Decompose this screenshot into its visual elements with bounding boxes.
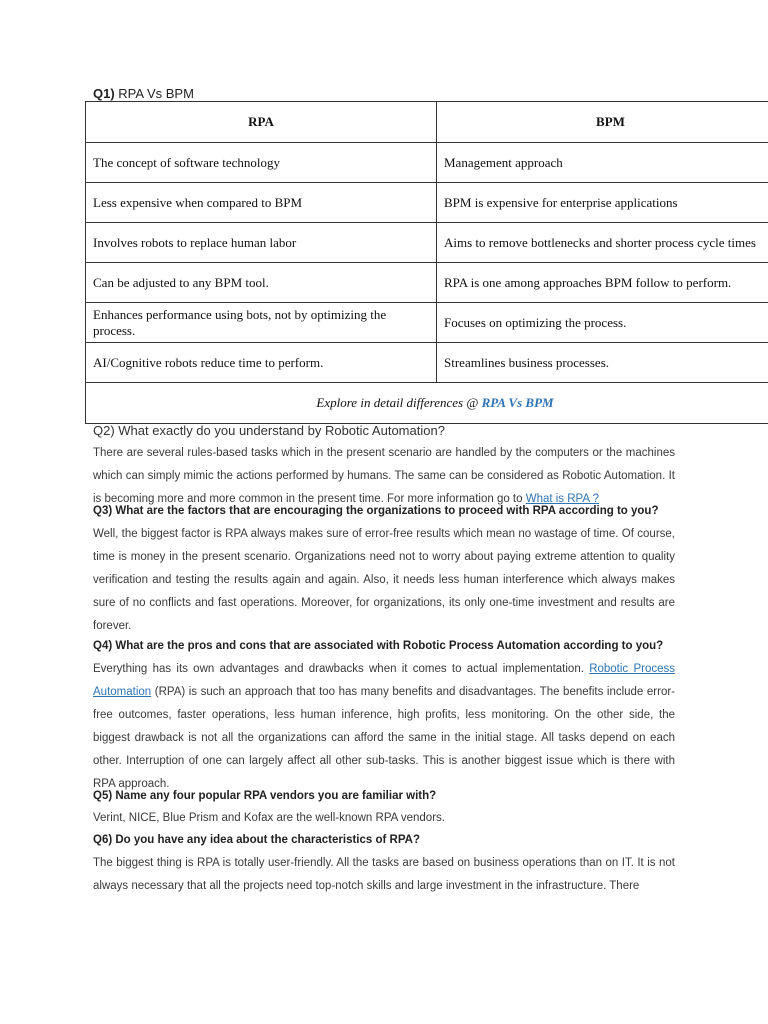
q6-answer: The biggest thing is RPA is totally user-friendly. All the tasks are based on business operations than on IT. It is not always necessary that all the projects need top-notch skills and large investment in the infrastructure. There (93, 857, 675, 892)
q1-heading (93, 86, 194, 101)
header-bpm: BPM (437, 102, 768, 143)
rpa-vs-bpm-link[interactable]: RPA Vs BPM (481, 395, 554, 410)
explore-row (86, 383, 768, 424)
q4-answer (93, 658, 675, 796)
q6-question: Q6) Do you have any idea about the characteristics of RPA? (93, 834, 420, 846)
q5-question: Q5) Name any four popular RPA vendors you are familiar with? (93, 790, 437, 802)
header-rpa: RPA (86, 102, 437, 143)
table-row (86, 343, 768, 383)
table-row (86, 143, 768, 183)
q2-answer (93, 442, 675, 511)
q2-question: Q2) What exactly do you understand by Robotic Automation? (93, 423, 445, 438)
q1-title: RPA Vs BPM (114, 86, 194, 101)
q2-answer-text: There are several rules-based tasks which in the present scenario are handled by the computers or the machines which can simply mimic the actions performed by humans. The same can be considered as Robotic Automation. It is becoming more and more common in the present time. For more information go to (93, 447, 675, 505)
table-row (86, 183, 768, 223)
table-cell-bpm: Focuses on optimizing the process. (437, 303, 768, 343)
table-cell-bpm: RPA is one among approaches BPM follow to perform. (437, 263, 768, 303)
explore-cell (86, 383, 768, 424)
table-cell-bpm: Management approach (437, 143, 768, 183)
q3-question: Q3) What are the factors that are encouraging the organizations to proceed with RPA according to you? (93, 505, 659, 517)
robotic-process-automation-link[interactable]: Robotic Process Automation (93, 663, 675, 698)
table-cell-rpa: Can be adjusted to any BPM tool. (86, 263, 437, 303)
explore-text: Explore in detail differences @ (316, 395, 482, 410)
table-cell-rpa: AI/Cognitive robots reduce time to perform. (86, 343, 437, 383)
q3-answer: Well, the biggest factor is RPA always makes sure of error-free results which mean no wastage of time. Of course, time is money in the present scenario. Organizations need not to worry about paying extreme attention to quality verification and testing the results again and again. Also, it needs less human interference which always makes sure of no conflicts and fast operations. Moreover, for organizations, its only one-time investment and results are forever. (93, 528, 675, 632)
table-row (86, 263, 768, 303)
table-cell-bpm: Streamlines business processes. (437, 343, 768, 383)
table-row (86, 223, 768, 263)
q5-answer: Verint, NICE, Blue Prism and Kofax are the well-known RPA vendors. (93, 812, 445, 824)
q4-question: Q4) What are the pros and cons that are associated with Robotic Process Automation according to you? (93, 640, 664, 652)
q4-answer-pre: Everything has its own advantages and drawbacks when it comes to actual implementation. (93, 663, 590, 675)
table-cell-rpa: Enhances performance using bots, not by optimizing the process. (86, 303, 437, 343)
table-cell-rpa: Less expensive when compared to BPM (86, 183, 437, 223)
table-row (86, 303, 768, 343)
table-cell-bpm: BPM is expensive for enterprise applications (437, 183, 768, 223)
q1-label: Q1) (93, 86, 115, 101)
table-cell-bpm: Aims to remove bottlenecks and shorter process cycle times (437, 223, 768, 263)
comparison-table (85, 101, 768, 424)
table-cell-rpa: The concept of software technology (86, 143, 437, 183)
table-cell-rpa: Involves robots to replace human labor (86, 223, 437, 263)
what-is-rpa-link[interactable]: What is RPA ? (525, 493, 600, 505)
table-header-row (86, 102, 768, 143)
q4-answer-post: (RPA) is such an approach that too has many benefits and disadvantages. The benefits include error-free outcomes, faster operations, less human inference, high profits, less monitoring. On the other side, the biggest drawback is not all the organizations can afford the same in the initial stage. All tasks depend on each other. Interruption of one can largely affect all other sub-tasks. This is another biggest issue which is there with RPA approach. (93, 686, 675, 790)
